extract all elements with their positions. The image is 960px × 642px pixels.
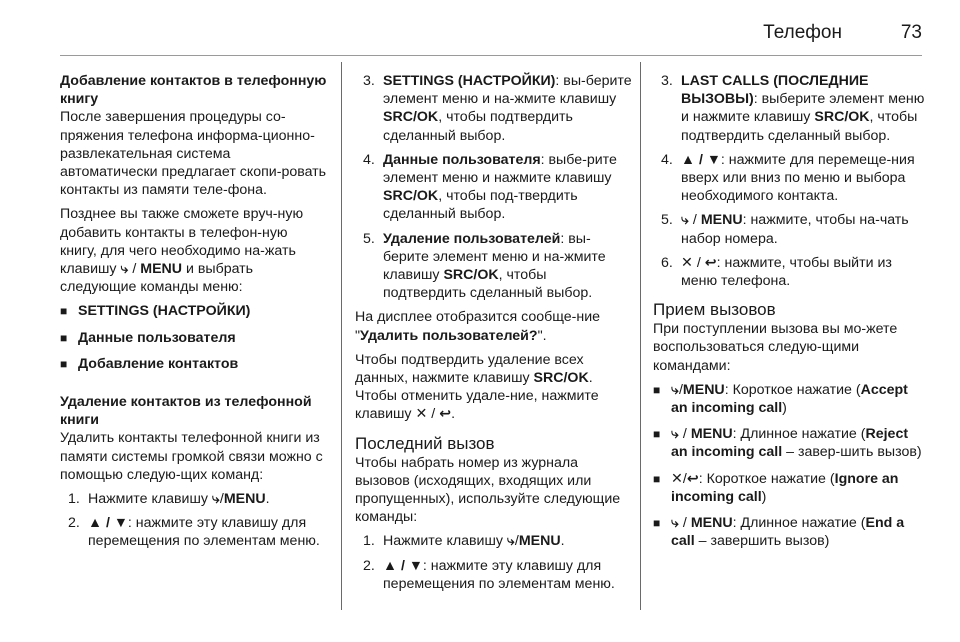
page-header xyxy=(0,0,960,62)
list-item: 2. ▲ / ▼: нажмите эту клавишу для перемещения по элементам меню. xyxy=(363,557,615,592)
paragraph: На дисплее отобразится сообще-ние "Удалить пользователей?". xyxy=(355,309,601,344)
page-title: Телефон xyxy=(763,22,842,43)
list-item: 5. Удаление пользователей: вы-берите элемент меню и на-жмите клавишу SRC/OK, чтобы подтвердить сделанный выбор. xyxy=(363,230,606,302)
column-1 xyxy=(60,72,328,557)
phone-handset-icon: ⤷ xyxy=(506,533,515,550)
column-divider xyxy=(341,62,342,610)
phone-handset-icon: ⤷ xyxy=(671,515,679,532)
section-heading-delete-contacts: Удаление контактов из телефонной книги xyxy=(60,394,312,429)
list-item: ■ SETTINGS (НАСТРОЙКИ) xyxy=(60,302,328,320)
phone-handset-icon: ⤷ xyxy=(671,381,679,398)
column-2 xyxy=(355,72,633,599)
phone-handset-icon: ⤷ xyxy=(681,212,689,229)
list-item: ■ Добавление контактов xyxy=(60,355,328,373)
list-item: 4. Данные пользователя: выбе-рите элемент меню и нажмите клавишу SRC/OK, чтобы под-твердить сделанный выбор. xyxy=(363,151,617,223)
list-item: 3. LAST CALLS (ПОСЛЕДНИЕ ВЫЗОВЫ): выберите элемент меню и нажмите клавишу SRC/OK, чтобы подтвердить сделанный выбор. xyxy=(661,73,925,144)
section-heading-add-contacts: Добавление контактов в телефонную книгу xyxy=(60,73,327,108)
list-item: 4. ▲ / ▼: нажмите для перемеще-ния вверх или вниз по меню и выбора необходимого контакта. xyxy=(661,151,915,205)
back-arrow-icon: ↩ xyxy=(439,406,452,423)
page-number: 73 xyxy=(900,22,922,43)
list-item: 2. ▲ / ▼: нажмите эту клавишу для перемещения по элементам меню. xyxy=(68,515,320,550)
paragraph: Удалить контакты телефонной книги из памяти системы громкой связи можно с помощью следую-щих команд: xyxy=(60,430,323,483)
column-3 xyxy=(653,72,925,558)
list-item: 1. Нажмите клавишу ⤷/MENU. xyxy=(68,491,270,508)
phone-handset-icon: ⤷ xyxy=(211,491,220,508)
list-item: 1. Нажмите клавишу ⤷/MENU. xyxy=(363,533,565,550)
paragraph: После завершения процедуры со-пряжения телефона информа-ционно-развлекательная система автоматически предлагает скопи-ровать контакты из памяти теле-фона. xyxy=(60,109,327,199)
list-item: ■ ⤷ / MENU: Длинное нажатие (End a call – завершить вызов) xyxy=(653,514,925,550)
list-item: ■ Данные пользователя xyxy=(60,329,328,347)
section-heading-receive-calls: Прием вызовов xyxy=(653,300,776,320)
paragraph: Чтобы подтвердить удаление всех данных, нажмите клавишу SRC/OK. Чтобы отменить удале-ние, нажмите клавишу ✕ / ↩. xyxy=(355,351,599,423)
phone-handset-icon: ⤷ xyxy=(120,261,129,278)
list-item: 3. SETTINGS (НАСТРОЙКИ): вы-берите элемент меню и на-жмите клавишу SRC/OK, чтобы подтвердить сделанный выбор. xyxy=(363,73,632,144)
column-divider xyxy=(640,62,641,610)
mute-icon: ✕ xyxy=(671,470,683,487)
mute-icon: ✕ xyxy=(681,254,693,271)
paragraph: Чтобы набрать номер из журнала вызовов (исходящих, входящих или пропущенных), используйте следующие команды: xyxy=(355,454,621,526)
list-item: ■ ⤷/MENU: Короткое нажатие (Accept an incoming call) xyxy=(653,381,925,417)
list-item: 6. ✕ / ↩: нажмите, чтобы выйти из меню телефона. xyxy=(661,254,892,290)
list-item: ■ ✕/↩: Короткое нажатие (Ignore an incoming call) xyxy=(653,470,925,506)
phone-handset-icon: ⤷ xyxy=(671,426,679,443)
section-heading-last-call: Последний вызов xyxy=(355,433,495,453)
header-rule xyxy=(60,55,922,56)
back-arrow-icon: ↩ xyxy=(704,254,717,271)
list-item: 5. ⤷ / MENU: нажмите, чтобы на-чать набор номера. xyxy=(661,212,909,247)
paragraph: Позднее вы также сможете вруч-ную добавить контакты в телефон-ную книгу, для чего необходимо на-жать клавишу ⤷ / MENU и выбрать следующие команды меню: xyxy=(60,206,304,296)
paragraph: При поступлении вызова вы мо-жете воспользоваться следую-щими командами: xyxy=(653,321,898,374)
back-arrow-icon: ↩ xyxy=(686,470,699,487)
mute-icon: ✕ xyxy=(415,406,428,423)
list-item: ■ ⤷ / MENU: Длинное нажатие (Reject an incoming call – завер-шить вызов) xyxy=(653,425,925,461)
